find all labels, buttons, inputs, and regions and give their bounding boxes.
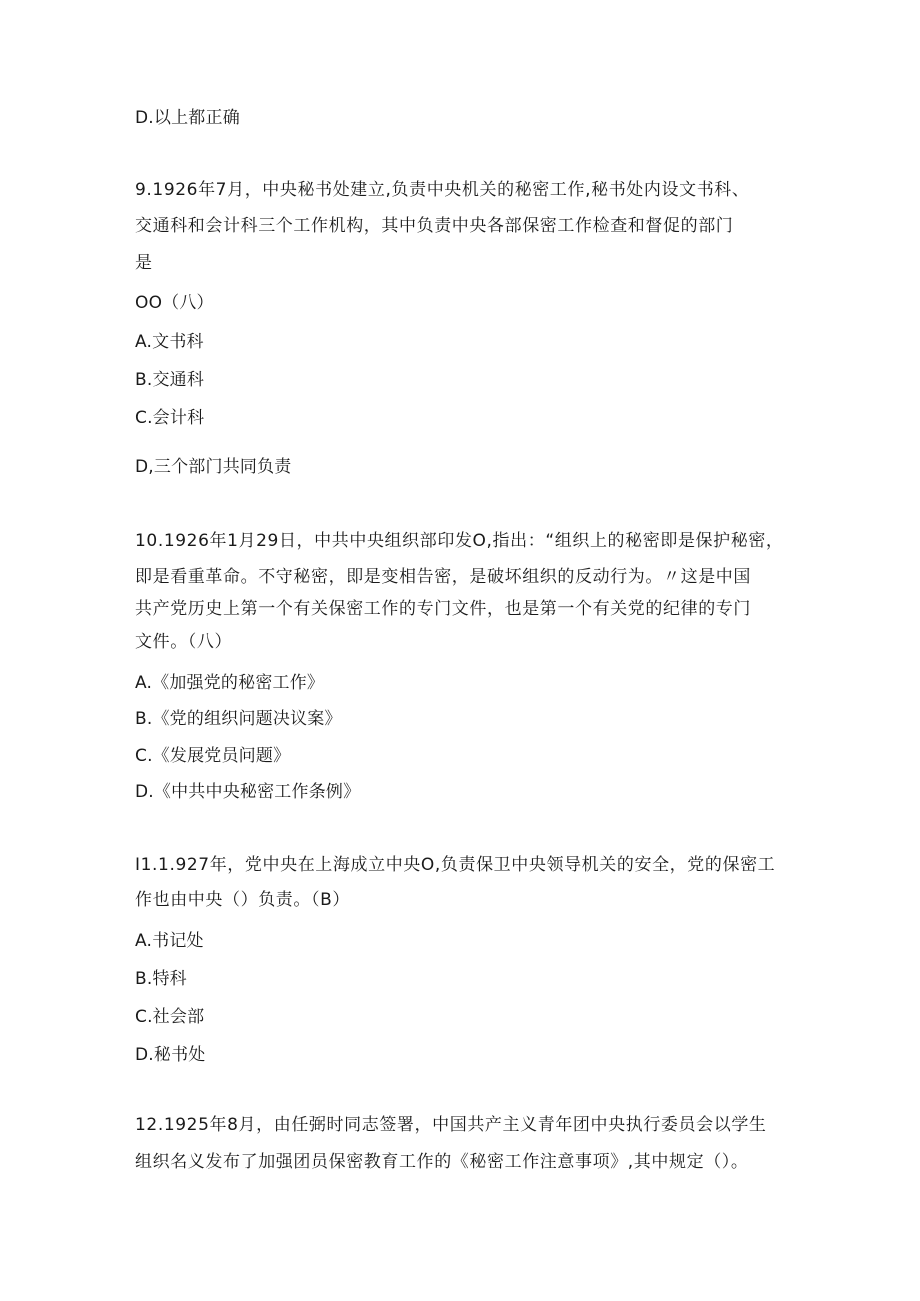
q12-stem-line-1: 12.1925年8月，由任弼时同志签署，中国共产主义青年团中央执行委员会以学生 [135,1115,767,1135]
q9-option-b: B.交通科 [135,370,205,390]
q12-stem-line-2: 组织名义发布了加强团员保密教育工作的《秘密工作注意事项》,其中规定（）。 [135,1152,749,1172]
q9-option-d: D,三个部门共同负责 [135,457,292,477]
q11-stem-line-1: I1.1.927年，党中央在上海成立中央O,负责保卫中央领导机关的安全，党的保密工 [135,855,776,875]
q10-option-a: A.《加强党的秘密工作》 [135,673,325,693]
q9-stem-line-3: 是 [135,253,153,273]
q10-stem-line-3: 共产党历史上第一个有关保密工作的专门文件，也是第一个有关党的纪律的专门 [135,599,751,619]
q11-stem-line-2: 作也由中央（）负责。（B） [135,890,350,910]
q10-option-c: C.《发展党员问题》 [135,746,291,766]
q10-option-b: B.《党的组织问题决议案》 [135,709,342,729]
q10-stem-line-4: 文件。（八） [135,632,233,652]
q11-option-b: B.特科 [135,969,187,989]
q9-option-c: C.会计科 [135,408,205,428]
q11-option-a: A.书记处 [135,931,204,951]
q9-option-a: A.文书科 [135,332,204,352]
q8-option-d: D.以上都正确 [135,108,240,128]
q11-option-d: D.秘书处 [135,1045,206,1065]
q9-stem-line-2: 交通科和会计科三个工作机构，其中负责中央各部保密工作检查和督促的部门 [135,216,734,236]
q9-answer: OO（八） [135,293,214,313]
q11-option-c: C.社会部 [135,1007,205,1027]
q10-option-d: D.《中共中央秘密工作条例》 [135,782,361,802]
q10-stem-line-2: 即是看重革命。不守秘密，即是变相告密，是破坏组织的反动行为。〃这是中国 [135,567,751,587]
q9-stem-line-1: 9.1926年7月，中央秘书处建立,负责中央机关的秘密工作,秘书处内设文书科、 [135,180,750,200]
q10-stem-line-1: 10.1926年1月29日，中共中央组织部印发O,指出：“组织上的秘密即是保护秘密， [135,531,784,551]
